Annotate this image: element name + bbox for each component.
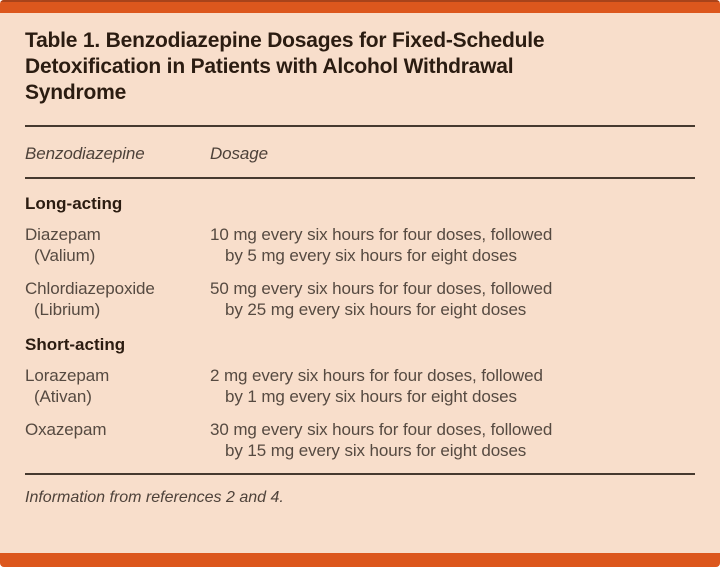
dosage-line-2: by 5 mg every six hours for eight doses: [225, 246, 517, 265]
dosage-line-1: 2 mg every six hours for four doses, followed: [210, 366, 543, 385]
column-header-benzodiazepine: Benzodiazepine: [25, 144, 145, 163]
column-header-dosage: Dosage: [210, 144, 268, 163]
footnote: Information from references 2 and 4.: [25, 489, 284, 506]
drug-cell: [25, 278, 210, 320]
section-heading: Long-acting: [25, 194, 123, 213]
dosage-line-2: by 25 mg every six hours for eight doses: [225, 300, 527, 319]
dosage-line-1: 30 mg every six hours for four doses, followed: [210, 420, 553, 439]
dosage-line-2: by 15 mg every six hours for eight doses: [225, 441, 527, 460]
dosage-cell: [210, 419, 695, 461]
table-title-line-3: Syndrome: [25, 81, 127, 104]
table-row-diazepam: [25, 224, 695, 266]
dosage-cell: [210, 365, 695, 407]
table-title: [25, 28, 695, 106]
drug-cell: [25, 224, 210, 266]
table-row-oxazepam: [25, 419, 695, 461]
section-short-acting: [25, 335, 695, 461]
drug-name: Oxazepam: [25, 420, 107, 439]
table-row-chlordiazepoxide: [25, 278, 695, 320]
drug-name: Chlordiazepoxide: [25, 279, 155, 298]
drug-brand: (Librium): [34, 300, 101, 319]
dosage-cell: [210, 224, 695, 266]
section-long-acting: [25, 194, 695, 320]
column-headers: [25, 127, 695, 177]
drug-brand: (Ativan): [34, 387, 92, 406]
section-heading: Short-acting: [25, 335, 126, 354]
dosage-cell: [210, 278, 695, 320]
drug-brand: (Valium): [34, 246, 96, 265]
table-row-lorazepam: [25, 365, 695, 407]
rule-below-headers: [25, 177, 695, 179]
bottom-accent-bar: [0, 553, 720, 567]
drug-cell: [25, 365, 210, 407]
drug-cell: [25, 419, 210, 461]
drug-name: Lorazepam: [25, 366, 110, 385]
table-title-line-1: Table 1. Benzodiazepine Dosages for Fixed-Schedule: [25, 29, 545, 52]
drug-name: Diazepam: [25, 225, 101, 244]
table-content: [0, 13, 720, 553]
rule-above-footnote: [25, 473, 695, 475]
dosage-line-1: 10 mg every six hours for four doses, followed: [210, 225, 553, 244]
dosage-line-1: 50 mg every six hours for four doses, followed: [210, 279, 553, 298]
dosage-line-2: by 1 mg every six hours for eight doses: [225, 387, 517, 406]
top-accent-bar: [0, 0, 720, 13]
table-title-line-2: Detoxification in Patients with Alcohol Withdrawal: [25, 55, 514, 78]
